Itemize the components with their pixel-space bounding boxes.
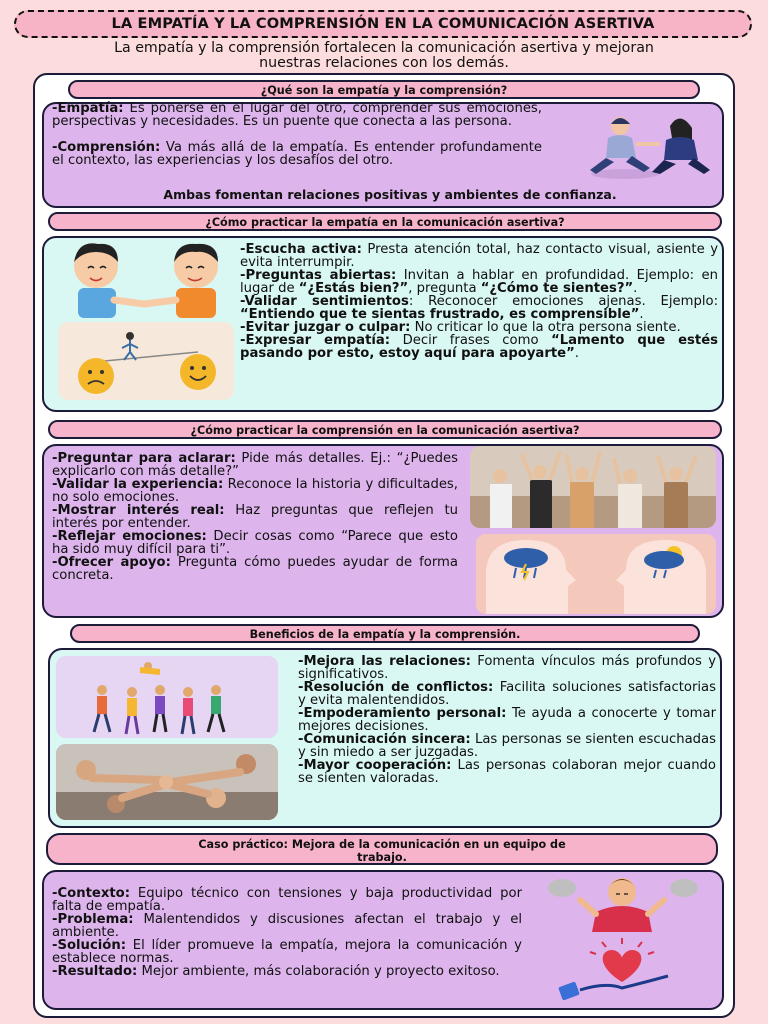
item-text: El líder promueve la empatía, mejora la comunicación y establece normas. [52,938,522,966]
item-label: -Problema: [52,912,134,927]
item-text: , pregunta [408,281,481,296]
understanding-practice-list [52,452,458,582]
empathy-practice-list [240,243,718,360]
stressed-person-illustration [540,874,704,932]
list-item [240,269,718,295]
item-label: -Ofrecer apoyo: [52,555,171,570]
empatia-label: -Empatía: [52,101,124,116]
list-item [52,556,458,582]
comprension-definition [52,141,542,167]
list-item [52,452,458,478]
item-emphasis: “Lamento que estés pasando por esto, estoy aquí para apoyarte” [240,333,718,361]
page-subtitle [14,41,754,71]
list-item [298,707,716,733]
item-text: Te ayuda a conocerte y tomar mejores decisiones. [298,706,717,734]
empatia-definition [52,102,542,128]
list-item [298,759,716,785]
subtitle-line-1: La empatía y la comprensión fortalecen la comunicación asertiva y mejoran [114,40,654,56]
item-text: : Reconocer emociones ajenas. Ejemplo: [408,294,719,309]
item-label: -Expresar empatía: [240,333,391,348]
item-label: -Validar la experiencia: [52,477,224,492]
item-text: Las personas se sienten escuchadas y sin miedo a ser juzgadas. [298,732,716,760]
comprension-text: Va más allá de la empatía. Es entender profundamente el contexto, las experiencias y los desafíos del otro. [52,140,542,168]
item-text: Pregunta cómo puedes ayudar de forma concreta. [52,555,458,583]
item-label: -Mejora las relaciones: [298,654,471,669]
item-text: . [639,307,644,322]
section-heading-definitions: ¿Qué son la empatía y la comprensión? [68,80,700,99]
empatia-text: Es ponerse en el lugar del otro, comprender sus emociones, perspectivas y necesidades. Es un puente que conecta a las persona. [52,101,542,129]
heart-in-hand-illustration [556,936,686,1004]
list-item [52,939,522,965]
item-label: -Preguntas abiertas: [240,268,397,283]
case-study-list [52,887,522,978]
sad-happy-faces-illustration [58,322,234,400]
item-emphasis: “¿Estás bien?” [298,281,409,296]
section-heading-empathy-practice: ¿Cómo practicar la empatía en la comunicación asertiva? [48,212,722,231]
page-title: LA EMPATÍA Y LA COMPRENSIÓN EN LA COMUNICACIÓN ASERTIVA [14,10,752,38]
item-text: . [574,346,579,361]
item-label: -Evitar juzgar o culpar: [240,320,411,335]
comprension-label: -Comprensión: [52,140,161,155]
definitions-footer: Ambas fomentan relaciones positivas y ambientes de confianza. [163,187,617,202]
item-text: Decir cosas como “Parece que esto ha sido muy difícil para ti”. [52,529,458,557]
item-text: No criticar lo que la otra persona siente. [410,320,681,335]
case-study-heading-line-2: trabajo. [357,851,407,864]
item-label: -Mostrar interés real: [52,503,225,518]
subtitle-line-2: nuestras relaciones con los demás. [259,55,509,71]
item-text: Presta atención total, haz contacto visual, asiente y evita interrumpir. [240,242,718,270]
item-text: Reconoce la historia y dificultades, no solo emociones. [52,477,458,505]
list-item [298,733,716,759]
item-text: Mejor ambiente, más colaboración y proyecto exitoso. [137,964,500,979]
list-item [52,965,522,978]
list-item [52,887,522,913]
section-heading-understanding-practice: ¿Cómo practicar la comprensión en la comunicación asertiva? [48,420,722,439]
item-label: -Resolución de conflictos: [298,680,494,695]
jumping-friends-illustration [56,656,278,738]
item-text: Las personas colaboran mejor cuando se sienten valoradas. [298,758,717,786]
item-label: -Resultado: [52,964,138,979]
section-heading-benefits: Beneficios de la empatía y la comprensión. [70,624,700,643]
item-label: -Reflejar emociones: [52,529,207,544]
item-text: . [633,281,638,296]
item-label: -Empoderamiento personal: [298,706,507,721]
item-label: -Mayor cooperación: [298,758,452,773]
item-text: Fomenta vínculos más profundos y significativos. [298,654,717,682]
item-label: -Preguntar para aclarar: [52,451,236,466]
item-text: Malentendidos y discusiones afectan el trabajo y el ambiente. [52,912,522,940]
definitions-text [52,102,542,167]
item-label: -Validar sentimientos [240,294,409,309]
team-hands-photo [56,744,278,820]
celebrating-group-photo [470,446,716,528]
item-label: -Solución: [52,938,126,953]
list-item [240,295,718,321]
two-people-talking-illustration [580,112,720,180]
two-heads-clouds-illustration [476,534,716,614]
item-text: Equipo técnico con tensiones y baja productividad por falta de empatía. [52,886,522,914]
item-label: -Escucha activa: [240,242,362,257]
item-text: Pide más detalles. Ej.: “¿Puedes explicarlo con más detalle?” [52,451,458,479]
list-item [52,530,458,556]
benefits-list [298,655,716,785]
item-label: -Contexto: [52,886,130,901]
list-item [240,243,718,269]
section-heading-case-study [46,833,718,865]
item-text: Haz preguntas que reflejen tu interés por entender. [52,503,458,531]
case-study-heading-line-1: Caso práctico: Mejora de la comunicación en un equipo de [198,838,566,851]
kids-handshake-illustration [58,238,234,318]
item-label: -Comunicación sincera: [298,732,471,747]
item-emphasis: “Entiendo que te sientas frustrado, es comprensible” [240,307,640,322]
item-text: Facilita soluciones satisfactorias y evita malentendidos. [298,680,716,708]
item-emphasis: “¿Cómo te sientes?” [480,281,634,296]
list-item [52,913,522,939]
list-item [240,334,718,360]
list-item [298,655,716,681]
list-item [52,504,458,530]
item-text: Decir frases como [390,333,552,348]
list-item [52,478,458,504]
item-text: Invitan a hablar en profundidad. Ejemplo: en lugar de [240,268,718,296]
list-item [298,681,716,707]
